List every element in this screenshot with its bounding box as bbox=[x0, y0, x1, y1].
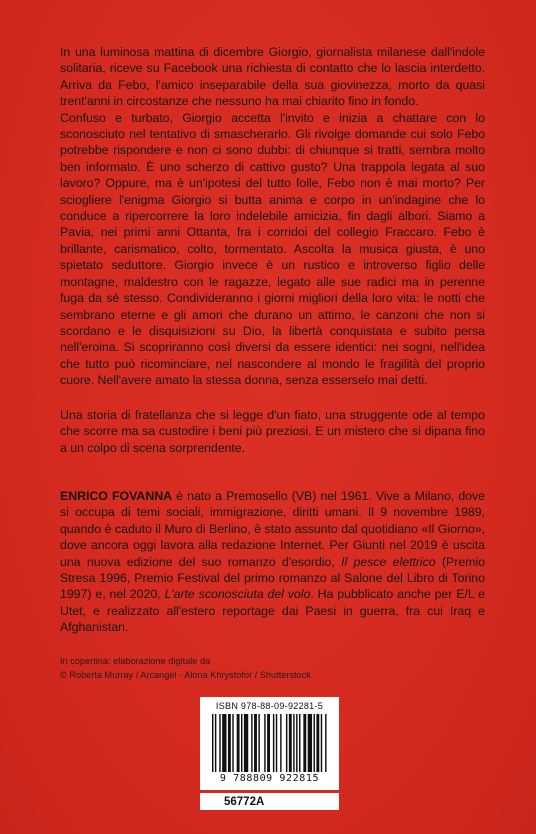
author-bio bbox=[60, 488, 485, 636]
tagline-paragraph: Una storia di fratellanza che si legge d'un fiato, una struggente ode al tempo che scorre ma sa custodire i beni più preziosi. E un mistero che si dipana fino a un colpo di scena sorprendente. bbox=[60, 408, 485, 455]
author-bio-paragraph bbox=[60, 488, 485, 636]
author-name: ENRICO FOVANNA bbox=[60, 489, 173, 503]
bio-part-1: è nato a Premosello (VB) nel 1961. Vive a Milano, dove si occupa di temi sociali, immigrazione, diritti umani. Il 9 novembre 1989, quando è caduto il Muro di Berlino, è stato assunto dal quotidiano «Il Giorno», dove ancora oggi lavora alla redazione Internet. Per Giunti nel 2019 è uscita una nuova edizione del suo romanzo d'esordio, bbox=[60, 489, 485, 569]
barcode-icon bbox=[210, 714, 329, 772]
synopsis-paragraph-1: In una luminosa mattina di dicembre Giorgio, giornalista milanese dall'indole solitaria, riceve su Facebook una richiesta di contatto che lo lascia interdetto. Arriva da Febo, l'amico inseparabile della sua giovinezza, morto da quasi trent'anni in circostanze che nessuno ha mai chiarito fino in fondo. bbox=[60, 45, 485, 109]
barcode-panel bbox=[200, 697, 339, 790]
credits-line-1: In copertina: elaborazione digitale da bbox=[60, 656, 211, 666]
synopsis bbox=[60, 44, 485, 389]
product-code-box bbox=[200, 792, 339, 810]
credits-line-2: © Roberta Murray / Arcangel - Alona Khrystofor / Shutterstock bbox=[60, 669, 311, 680]
isbn-label: ISBN 978-88-09-92281-5 bbox=[215, 701, 324, 711]
cover-credits bbox=[60, 655, 390, 682]
isbn-digits: 9 788809 922815 bbox=[219, 773, 320, 784]
book-title-1: Il pesce elettrico bbox=[341, 554, 436, 569]
product-code: 56772A bbox=[224, 796, 265, 808]
bio-part-3: . Ha pubblicato anche per E/L e Utet, e realizzato all'estero reportage dai Paesi in guerra, fra cui Iraq e Afghanistan. bbox=[60, 587, 485, 635]
tagline bbox=[60, 407, 485, 456]
book-title-2: L'arte sconosciuta del volo bbox=[164, 587, 311, 602]
synopsis-paragraph-2: Confuso e turbato, Giorgio accetta l'invito e inizia a chattare con lo sconosciuto nel tentativo di smascherarlo. Gli rivolge domande cui solo Febo potrebbe rispondere e non ci sono dubbi: di chiunque si tratti, sembra molto ben informato. È uno scherzo di cattivo gusto? Una trappola legata al suo lavoro? Oppure, ma è un'ipotesi del tutto folle, Febo non è mai morto? Per sciogliere l'enigma Giorgio si butta anima e corpo in un'indagine che lo conduce a ripercorrere la loro indelebile amicizia, fin dagli albori. Siamo a Pavia, nei primi anni Ottanta, fra i corridoi del collegio Fraccaro. Febo è brillante, carismatico, colto, tormentato. Ascolta la musica giusta, è uno spietato seduttore. Giorgio invece è un rustico e introverso figlio delle montagne, maldestro con le ragazze, legato alle sue radici ma in perenne fuga da sé stesso. Condivideranno i giorni migliori della loro vita: le notti che sembrano eterne e gli amori che durano un attimo, le canzoni che non si scordano e le disquisizioni su Dio, la libertà conquistata e subito persa nell'eroina. Si scopriranno così diversi da essere identici: nei sogni, nell'idea che tutto può ricominciare, nel nascondere al mondo le fragilità del proprio cuore. Nell'avere amato la stessa donna, senza esserselo mai detti. bbox=[60, 110, 485, 388]
bio-part-2: (Premio Stresa 1996, Premio Festival del primo romanzo al Salone del Libro di Torino 1997) e, nel 2020, bbox=[60, 554, 485, 602]
